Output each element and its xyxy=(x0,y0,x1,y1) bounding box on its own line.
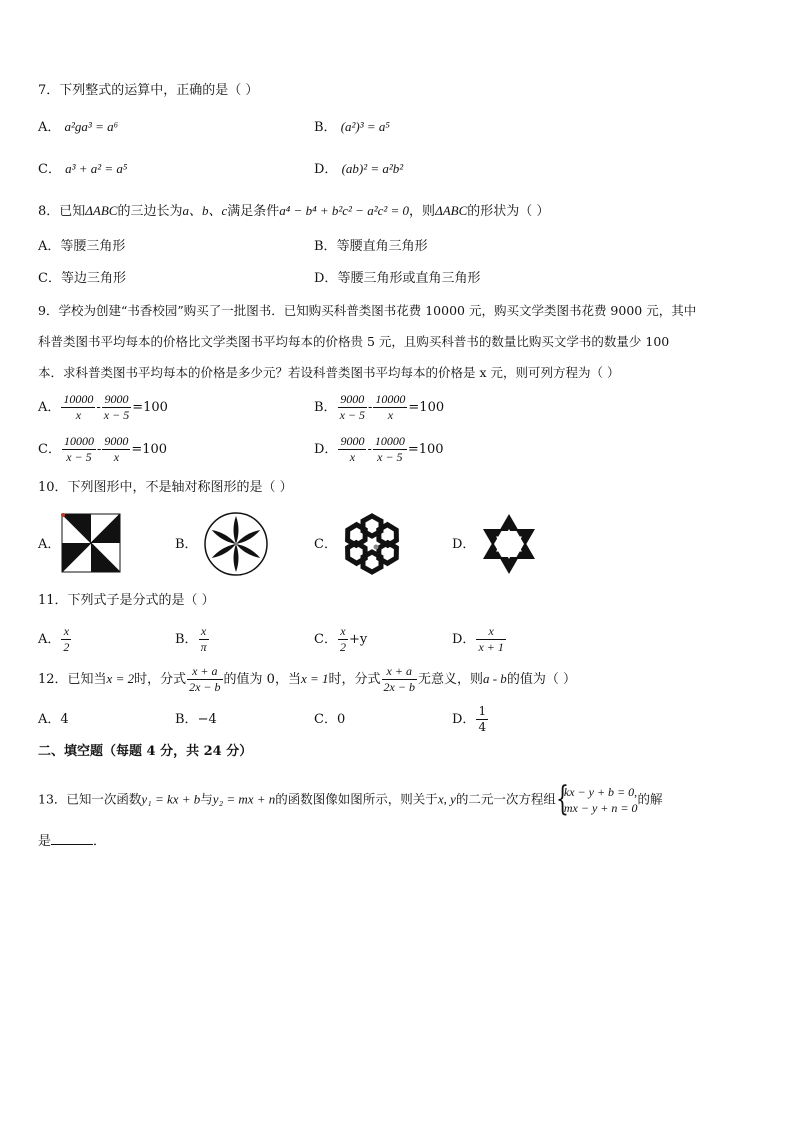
minus-sign: - xyxy=(367,442,372,457)
q12-condition: x = 1 xyxy=(300,671,329,686)
option-label: A． xyxy=(38,120,61,135)
denominator: x − 5 xyxy=(377,450,403,464)
option-label: C． xyxy=(38,162,61,177)
option-label: B． xyxy=(314,400,337,415)
q12-option-a[interactable] xyxy=(38,711,69,729)
fraction xyxy=(62,434,96,465)
q11-option-d[interactable] xyxy=(452,624,507,655)
denominator: x − 5 xyxy=(66,450,92,464)
fraction xyxy=(373,392,407,423)
numerator: x + a xyxy=(382,664,417,680)
option-label: B． xyxy=(175,632,198,647)
denominator: x xyxy=(113,450,120,464)
q8-text: ，则 xyxy=(409,204,436,219)
numerator: 10000 xyxy=(63,392,94,406)
numerator: 9000 xyxy=(338,392,367,408)
q7-option-a[interactable] xyxy=(38,118,118,137)
q8-condition: a⁴ − b⁴ + b²c² − a²c² = 0 xyxy=(279,203,410,218)
option-label: B． xyxy=(314,239,337,254)
fraction xyxy=(476,704,488,735)
q8-option-c[interactable] xyxy=(38,270,126,288)
option-label: D． xyxy=(452,712,476,727)
q12-condition: x = 2 xyxy=(106,671,135,686)
q7-option-c[interactable] xyxy=(38,160,127,179)
star-of-david-figure[interactable] xyxy=(478,511,540,577)
q13-text: ． xyxy=(93,834,107,849)
fraction xyxy=(373,434,407,465)
q13-func2: y₂ = mx + n xyxy=(212,791,276,807)
fraction xyxy=(199,624,209,655)
q12-text: 无意义，则 xyxy=(417,672,483,687)
q8-option-a[interactable] xyxy=(38,238,125,256)
option-label: A． xyxy=(38,400,61,415)
q13-vars: x, y xyxy=(437,791,456,807)
q7-option-d[interactable] xyxy=(314,160,403,179)
fraction xyxy=(61,392,95,423)
q8-text: 满足条件 xyxy=(227,204,280,219)
option-label: D． xyxy=(314,442,338,457)
option-expr: a³ + a² = a⁵ xyxy=(65,161,128,176)
equation-row: kx − y + b = 0, xyxy=(563,785,638,799)
option-label: A． xyxy=(38,632,61,647)
option-text: 等腰三角形 xyxy=(60,239,126,254)
q11-option-b[interactable] xyxy=(175,624,210,655)
q9-line3: 本．求科普类图书平均每本的价格是多少元？若设科普类图书平均每本的价格是 x 元，则可列方程为（ ） xyxy=(38,365,620,380)
option-text: 等腰直角三角形 xyxy=(336,239,428,254)
equation-row: mx − y + n = 0 xyxy=(563,801,638,815)
denominator: x xyxy=(75,408,82,422)
numerator: x xyxy=(61,624,71,640)
q8-option-d[interactable] xyxy=(314,270,480,288)
option-label: D． xyxy=(314,271,338,286)
option-label: C． xyxy=(314,712,337,727)
q12-text: 12．已知当 xyxy=(38,672,107,687)
numerator: x + a xyxy=(187,664,222,680)
minus-sign: - xyxy=(96,400,101,415)
denominator: x xyxy=(349,450,356,464)
denominator: x − 5 xyxy=(339,408,365,422)
denominator: π xyxy=(200,640,207,654)
brace-icon: { xyxy=(555,779,569,819)
q13-text: 13．已知一次函数 xyxy=(38,791,142,807)
q10-option-b-label[interactable]: B． xyxy=(175,537,198,552)
fraction xyxy=(61,624,71,655)
q13-text: 的二元一次方程组 xyxy=(455,791,556,807)
option-text: 0 xyxy=(336,712,346,727)
equation-rhs: =100 xyxy=(408,400,445,415)
q8-stem xyxy=(38,202,549,221)
numerator: 1 xyxy=(478,704,487,718)
option-label: D． xyxy=(452,632,476,647)
q7-option-b[interactable] xyxy=(314,118,390,137)
q12-stem xyxy=(38,664,576,695)
q10-option-d-label[interactable]: D． xyxy=(452,537,476,552)
numerator: x xyxy=(476,624,505,640)
option-label: A． xyxy=(38,712,61,727)
numerator: 9000 xyxy=(102,392,131,408)
q11-option-c[interactable] xyxy=(314,624,367,655)
numerator: x xyxy=(199,624,209,640)
fraction xyxy=(338,392,367,423)
option-label: C． xyxy=(38,442,61,457)
numerator: x xyxy=(338,624,348,640)
denominator: x + 1 xyxy=(478,640,504,654)
fraction xyxy=(476,624,505,655)
option-expr: (a²)³ = a⁵ xyxy=(340,119,390,134)
denominator: 2 xyxy=(63,640,70,654)
q13-text: 的函数图像如图所示，则关于 xyxy=(275,791,438,807)
q9-line2: 科普类图书平均每本的价格比文学类图书平均每本的价格贵 5 元，且购买科普书的数量比购买文学书的数量少 100 xyxy=(38,334,670,349)
q8-triangle: ΔABC xyxy=(435,203,468,218)
denominator: 2 xyxy=(339,640,346,654)
q10-option-a-label[interactable]: A． xyxy=(38,537,61,552)
option-label: C． xyxy=(314,632,337,647)
q12-text: 时，分式 xyxy=(134,672,187,687)
fraction xyxy=(338,624,348,655)
option-text: 4 xyxy=(60,712,69,727)
option-expr: a²ga³ = a⁶ xyxy=(64,119,119,134)
denominator: 2x − b xyxy=(383,680,415,694)
q12-option-b[interactable] xyxy=(175,711,217,729)
option-text: 等边三角形 xyxy=(60,271,126,286)
flower-circle-figure[interactable] xyxy=(203,511,269,577)
option-text: 等腰三角形或直角三角形 xyxy=(337,271,481,286)
q13-text: 与 xyxy=(200,791,213,807)
q8-text: 的三边长为 xyxy=(117,204,183,219)
q8-text: 8．已知 xyxy=(38,204,86,219)
q9-option-b[interactable] xyxy=(314,392,444,423)
fraction xyxy=(382,664,417,695)
q10-stem: 10．下列图形中，不是轴对称图形的是（ ） xyxy=(38,480,293,495)
denominator: x xyxy=(387,408,394,422)
denominator: 2x − b xyxy=(189,680,221,694)
q9-line1: 9．学校为创建“书香校园”购买了一批图书．已知购买科普类图书花费 10000 元，购买文学类图书花费 9000 元，其中 xyxy=(38,303,697,318)
q8-sides: a、b、c xyxy=(182,203,228,218)
q11-option-a[interactable] xyxy=(38,624,72,655)
equation-rhs: =100 xyxy=(407,442,444,457)
q13-text: 是 xyxy=(38,834,52,849)
option-label: B． xyxy=(314,120,337,135)
hexagon-ring-figure[interactable] xyxy=(338,513,406,575)
fraction xyxy=(102,392,131,423)
denominator: x − 5 xyxy=(103,408,130,422)
denominator: 4 xyxy=(478,720,487,734)
option-expr: (ab)² = a²b² xyxy=(341,161,404,176)
fraction xyxy=(187,664,222,695)
q12-text: 时，分式 xyxy=(328,672,381,687)
q12-expr: a - b xyxy=(482,671,507,686)
numerator: 9000 xyxy=(104,434,129,448)
numerator: 10000 xyxy=(63,434,94,448)
q13-text: 的解 xyxy=(637,791,663,807)
q8-option-b[interactable] xyxy=(314,238,428,256)
q8-triangle: ΔABC xyxy=(85,203,118,218)
q13-func1: y₁ = kx + b xyxy=(141,791,201,807)
q11-stem: 11．下列式子是分式的是（ ） xyxy=(38,593,215,608)
q12-text: 的值为 0，当 xyxy=(223,672,301,687)
q9-option-d[interactable] xyxy=(314,434,444,465)
numerator: 10000 xyxy=(374,434,405,448)
option-text: −4 xyxy=(197,712,217,727)
q13-answer-line xyxy=(38,832,106,851)
q12-text: 的值为（ ） xyxy=(506,672,576,687)
minus-sign: - xyxy=(368,400,373,415)
pinwheel-figure[interactable] xyxy=(61,513,121,573)
equation-rhs: =100 xyxy=(131,442,168,457)
option-label: A． xyxy=(38,239,61,254)
numerator: 9000 xyxy=(340,434,365,448)
fraction xyxy=(102,434,130,465)
q7-stem: 7．下列整式的运算中，正确的是（ ） xyxy=(38,83,259,98)
q12-option-d[interactable] xyxy=(452,704,489,735)
option-label: B． xyxy=(175,712,198,727)
numerator: 10000 xyxy=(375,392,406,406)
q8-text: 的形状为（ ） xyxy=(467,204,550,219)
option-label: C． xyxy=(38,271,61,286)
fraction xyxy=(338,434,366,465)
q9-option-a[interactable] xyxy=(38,392,168,423)
option-tail: +y xyxy=(348,632,368,647)
answer-blank[interactable] xyxy=(51,832,93,845)
q10-option-c-label[interactable]: C． xyxy=(314,537,337,552)
equation-system xyxy=(555,779,638,819)
q13-stem xyxy=(38,779,663,819)
q9-option-c[interactable] xyxy=(38,434,167,465)
minus-sign: - xyxy=(96,442,102,457)
q12-option-c[interactable] xyxy=(314,711,345,729)
section-heading: 二、填空题（每题 4 分，共 24 分） xyxy=(38,744,253,759)
option-label: D． xyxy=(314,162,338,177)
equation-rhs: =100 xyxy=(132,400,168,415)
